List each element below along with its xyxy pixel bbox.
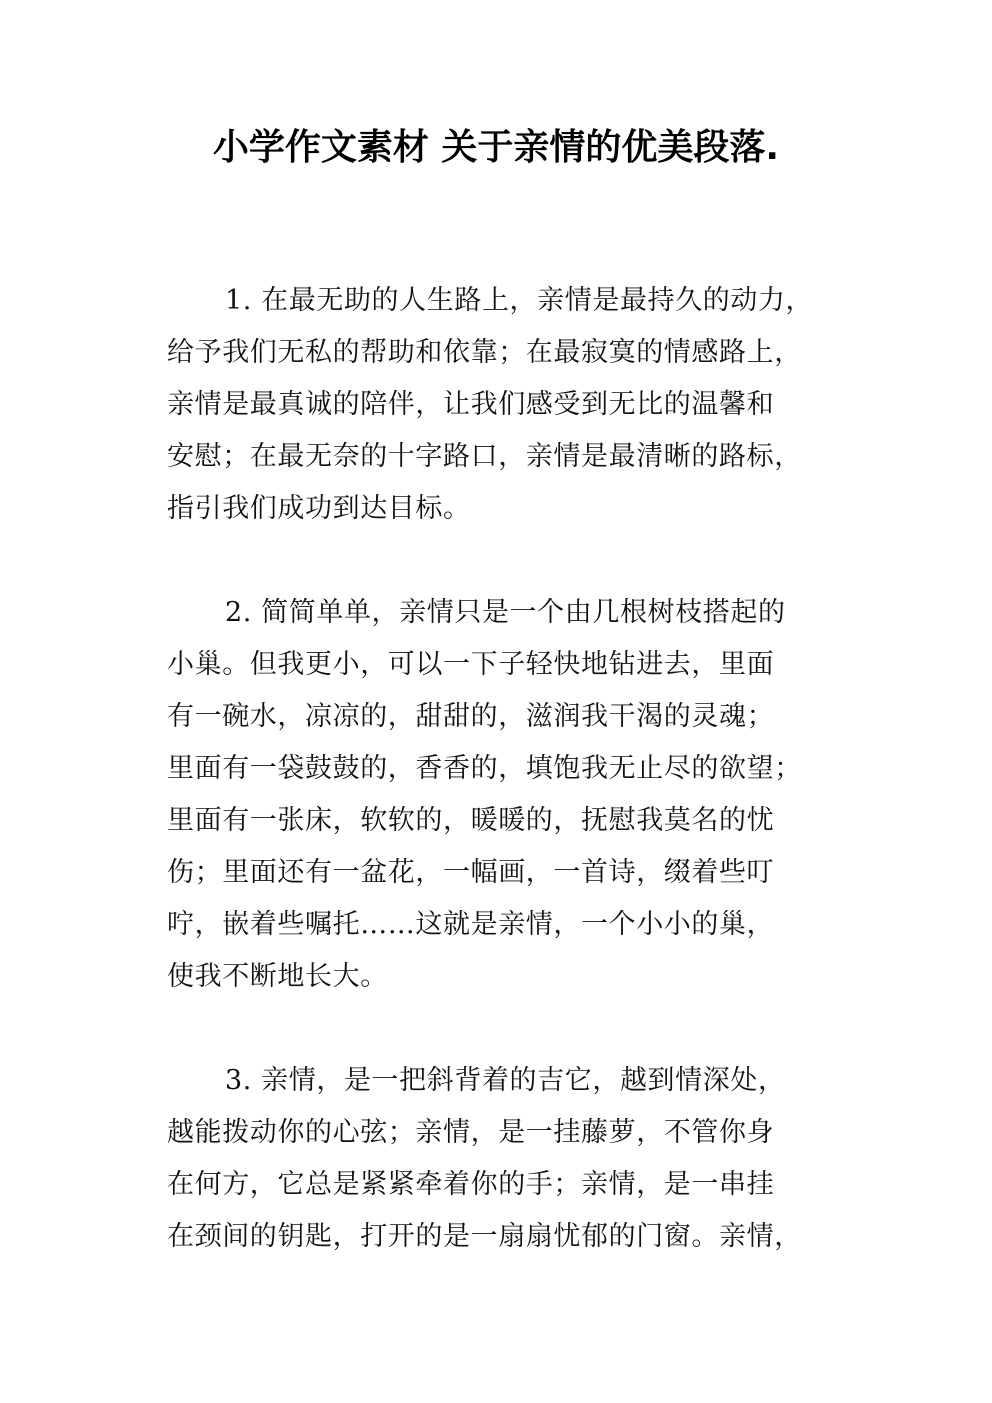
document-title: 小学作文素材 关于亲情的优美段落.	[212, 127, 780, 168]
paragraph-1-line: 指引我们成功到达目标。	[167, 493, 471, 524]
paragraph-3-line: 越能拨动你的心弦；亲情，是一挂藤萝，不管你身	[167, 1117, 775, 1148]
paragraph-3-line: 在何方，它总是紧紧牵着你的手；亲情，是一串挂	[167, 1169, 775, 1200]
paragraph-3-line: 3. 亲情，是一把斜背着的吉它，越到情深处，	[225, 1065, 786, 1096]
paragraph-2-line: 小巢。但我更小，可以一下子轻快地钻进去，里面	[167, 649, 775, 680]
paragraph-2-line: 里面有一袋鼓鼓的，香香的，填饱我无止尽的欲望；	[167, 753, 802, 784]
paragraph-2-line: 咛，嵌着些嘱托……这就是亲情，一个小小的巢，	[167, 909, 775, 940]
paragraph-1-line: 亲情是最真诚的陪伴，让我们感受到无比的温馨和	[167, 389, 775, 420]
paragraph-2-line: 有一碗水，凉凉的，甜甜的，滋润我干渴的灵魂；	[167, 701, 775, 732]
paragraph-2-line: 2. 简简单单，亲情只是一个由几根树枝搭起的	[225, 597, 786, 628]
paragraph-2-line: 使我不断地长大。	[167, 961, 388, 992]
paragraph-1-line: 给予我们无私的帮助和依靠；在最寂寞的情感路上，	[167, 337, 802, 368]
paragraph-3-line: 在颈间的钥匙，打开的是一扇扇忧郁的门窗。亲情，	[167, 1221, 802, 1252]
paragraph-1-line: 1. 在最无助的人生路上，亲情是最持久的动力，	[225, 285, 814, 316]
paragraph-1-line: 安慰；在最无奈的十字路口，亲情是最清晰的路标，	[167, 441, 802, 472]
paragraph-2-line: 伤；里面还有一盆花，一幅画，一首诗，缀着些叮	[167, 857, 775, 888]
paragraph-2-line: 里面有一张床，软软的，暖暖的，抚慰我莫名的忧	[167, 805, 775, 836]
